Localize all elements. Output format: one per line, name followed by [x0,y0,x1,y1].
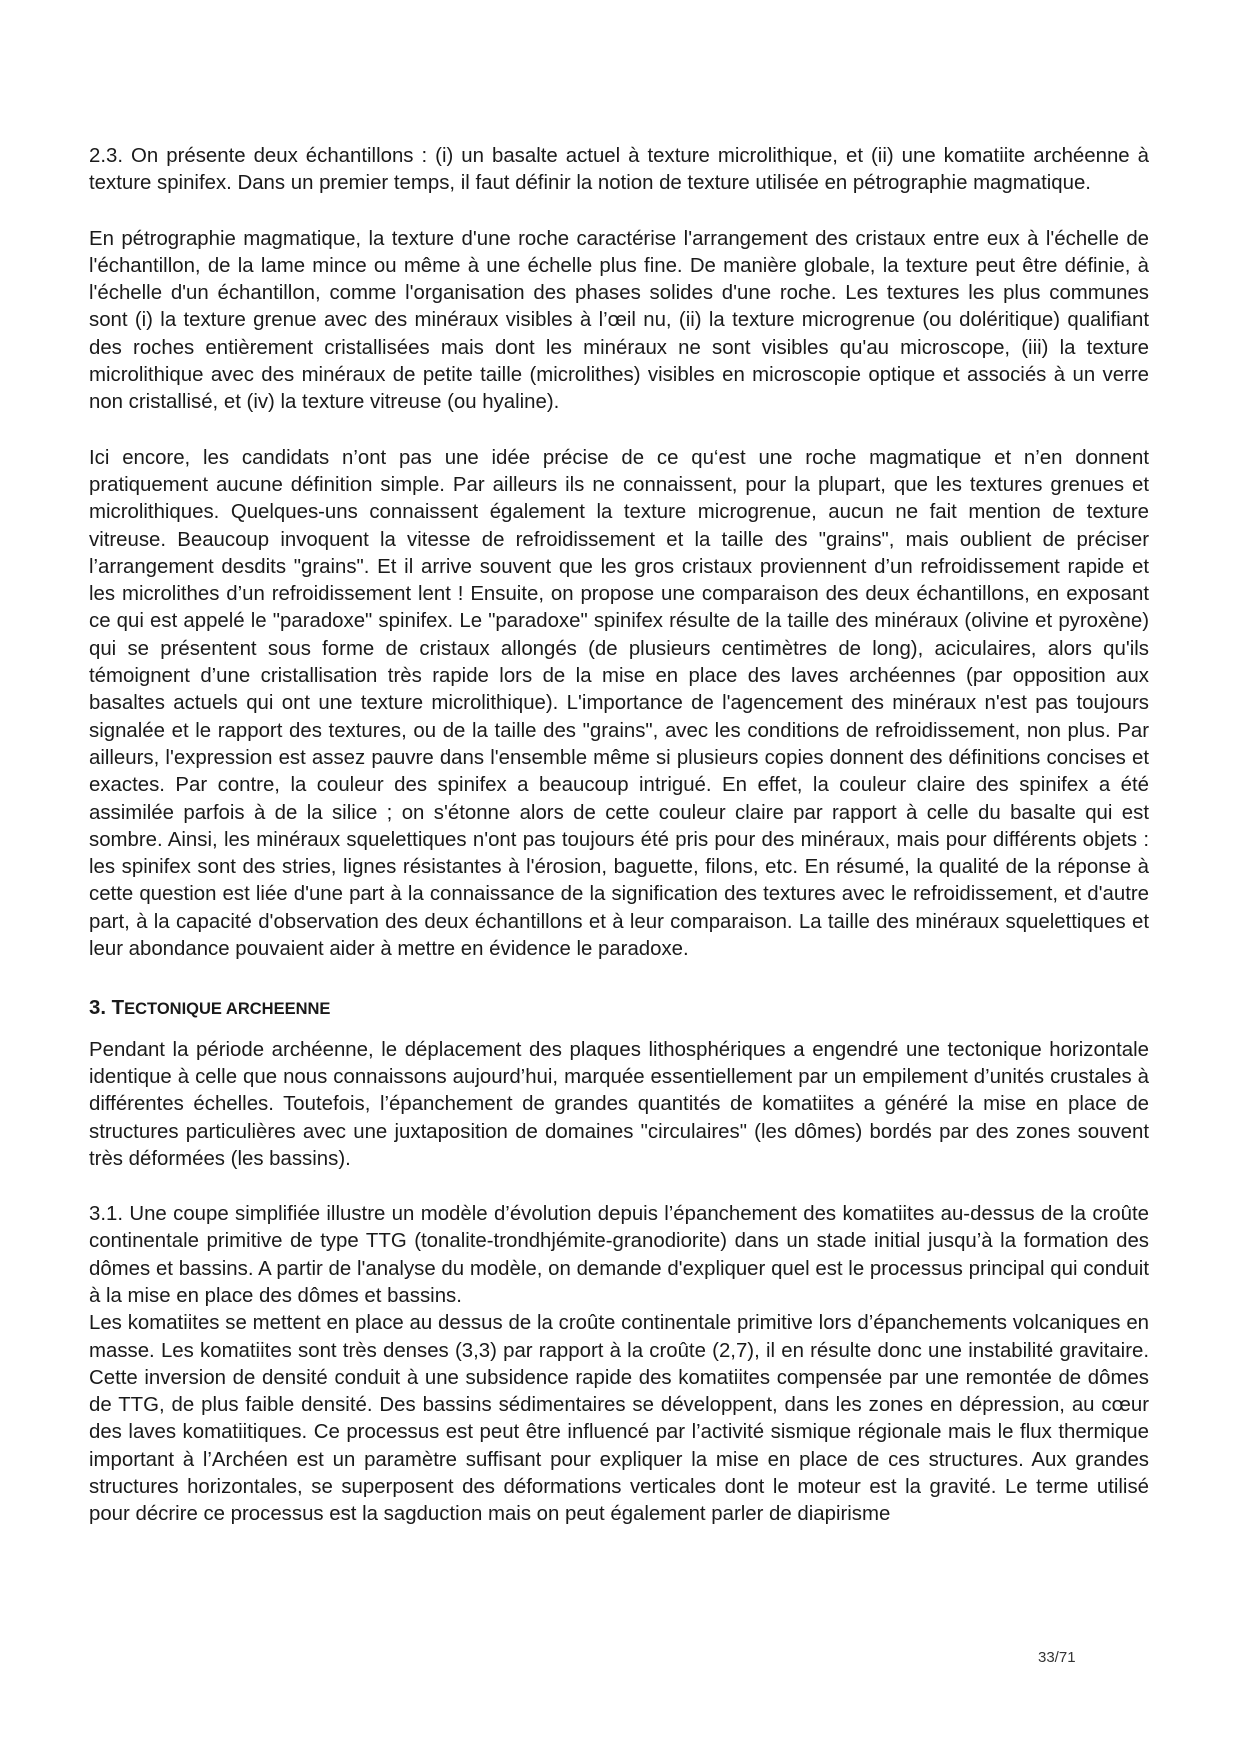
texture-definition-paragraph: En pétrographie magmatique, la texture d'une roche caractérise l'arrangement des cristaux entre eux à l'échelle de l'échantillon, de la lame mince ou même à une échelle plus fine. De manière globale, la texture peut être définie, à l'échelle d'un échantillon, comme l'organisation des phases solides d'une roche. Les textures les plus communes sont (i) la texture grenue avec des minéraux visibles à l’œil nu, (ii) la texture microgrenue (ou doléritique) qualifiant des roches entièrement cristallisées mais dont les minéraux ne sont visibles qu'au microscope, (iii) la texture microlithique avec des minéraux de petite taille (microlithes) visibles en microscopie optique et associés à un verre non cristallisé, et (iv) la texture vitreuse (ou hyaline). [89,227,1149,414]
question-3-1-paragraph: 3.1. Une coupe simplifiée illustre un modèle d’évolution depuis l’épanchement des komatiites au-dessus de la croûte continentale primitive de type TTG (tonalite-trondhjémite-granodiorite) dans un stade initial jusqu’à la formation des dômes et bassins. A partir de l'analyse du modèle, on demande d'expliquer quel est le processus principal qui conduit à la mise en place des dômes et bassins. [89,1203,1149,1307]
section-3-heading [89,995,1149,1023]
candidate-comments-paragraph: Ici encore, les candidats n’ont pas une idée précise de ce qu‘est une roche magmatique et n’en donnent pratiquement aucune définition simple. Par ailleurs ils ne connaissent, pour la plupart, que les textures grenues et microlithiques. Quelques-uns connaissent également la texture microgrenue, aucun ne fait mention de texture vitreuse. Beaucoup invoquent la vitesse de refroidissement et la taille des "grains", mais oublient de préciser l’arrangement desdits "grains". Et il arrive souvent que les gros cristaux proviennent d’un refroidissement rapide et les microlithes d’un refroidissement lent ! Ensuite, on propose une comparaison des deux échantillons, en exposant ce qui est appelé le "paradoxe" spinifex. Le "paradoxe" spinifex résulte de la taille des minéraux (olivine et pyroxène) qui se présentent sous forme de cristaux allongés (de plusieurs centimètres de long), aciculaires, alors qu'ils témoignent d’une cristallisation très rapide lors de la mise en place des laves archéennes (par opposition aux basaltes actuels qui ont une texture microlithique). L'importance de l'agencement des minéraux n'est pas toujours signalée et le rapport des textures, ou de la taille des "grains", avec les conditions de refroidissement, non plus. Par ailleurs, l'expression est assez pauvre dans l'ensemble même si plusieurs copies donnent des définitions concises et exactes. Par contre, la couleur des spinifex a beaucoup intrigué. En effet, la couleur claire des spinifex a été assimilée parfois à de la silice ; on s'étonne alors de cette couleur claire par rapport à celle du basalte qui est sombre. Ainsi, les minéraux squelettiques n'ont pas toujours été pris pour des minéraux, mais pour différents objets : les spinifex sont des stries, lignes résistantes à l'érosion, baguette, filons, etc. En résumé, la qualité de la réponse à cette question est liée d'une part à la connaissance de la signification des textures avec le refroidissement, et d'autre part, à la capacité d'observation des deux échantillons et à leur comparaison. La taille des minéraux squelettiques et leur abondance pouvaient aider à mettre en évidence le paradoxe. [89,446,1149,961]
question-2-3-paragraph: 2.3. On présente deux échantillons : (i) un basalte actuel à texture microlithique, et (ii) une komatiite archéenne à texture spinifex. Dans un premier temps, il faut définir la notion de texture utilisée en pétrographie magmatique. [89,145,1149,195]
section-3-intro-paragraph: Pendant la période archéenne, le déplacement des plaques lithosphériques a engendré une tectonique horizontale identique à celle que nous connaissons aujourd’hui, marquée essentiellement par un empilement d’unités crustales à différentes échelles. Toutefois, l’épanchement de grandes quantités de komatiites a généré la mise en place de structures particulières avec une juxtaposition de domaines "circulaires" (les dômes) bordés par des zones souvent très déformées (les bassins). [89,1038,1149,1170]
section-3-number: 3. [89,997,112,1020]
page-body [89,143,1149,1529]
section-3-initial: T [111,997,125,1020]
section-3-title-rest: ECTONIQUE ARCHEENNE [124,1000,331,1019]
answer-3-1-paragraph: Les komatiites se mettent en place au dessus de la croûte continentale primitive lors d’épanchements volcaniques en masse. Les komatiites sont très denses (3,3) par rapport à la croûte (2,7), il en résulte donc une instabilité gravitaire. Cette inversion de densité conduit à une subsidence rapide des komatiites compensée par une remontée de dômes de TTG, de plus faible densité. Des bassins sédimentaires se développent, dans les zones en dépression, au cœur des laves komatiitiques. Ce processus est peut être influencé par l’activité sismique régionale mais le flux thermique important à l’Archéen est un paramètre suffisant pour expliquer la mise en place de ces structures. Aux grandes structures horizontales, se superposent des déformations verticales dont le moteur est la gravité. Le terme utilisé pour décrire ce processus est la sagduction mais on peut également parler de diapirisme [89,1312,1149,1526]
page-number: 33/71 [1038,1649,1076,1666]
